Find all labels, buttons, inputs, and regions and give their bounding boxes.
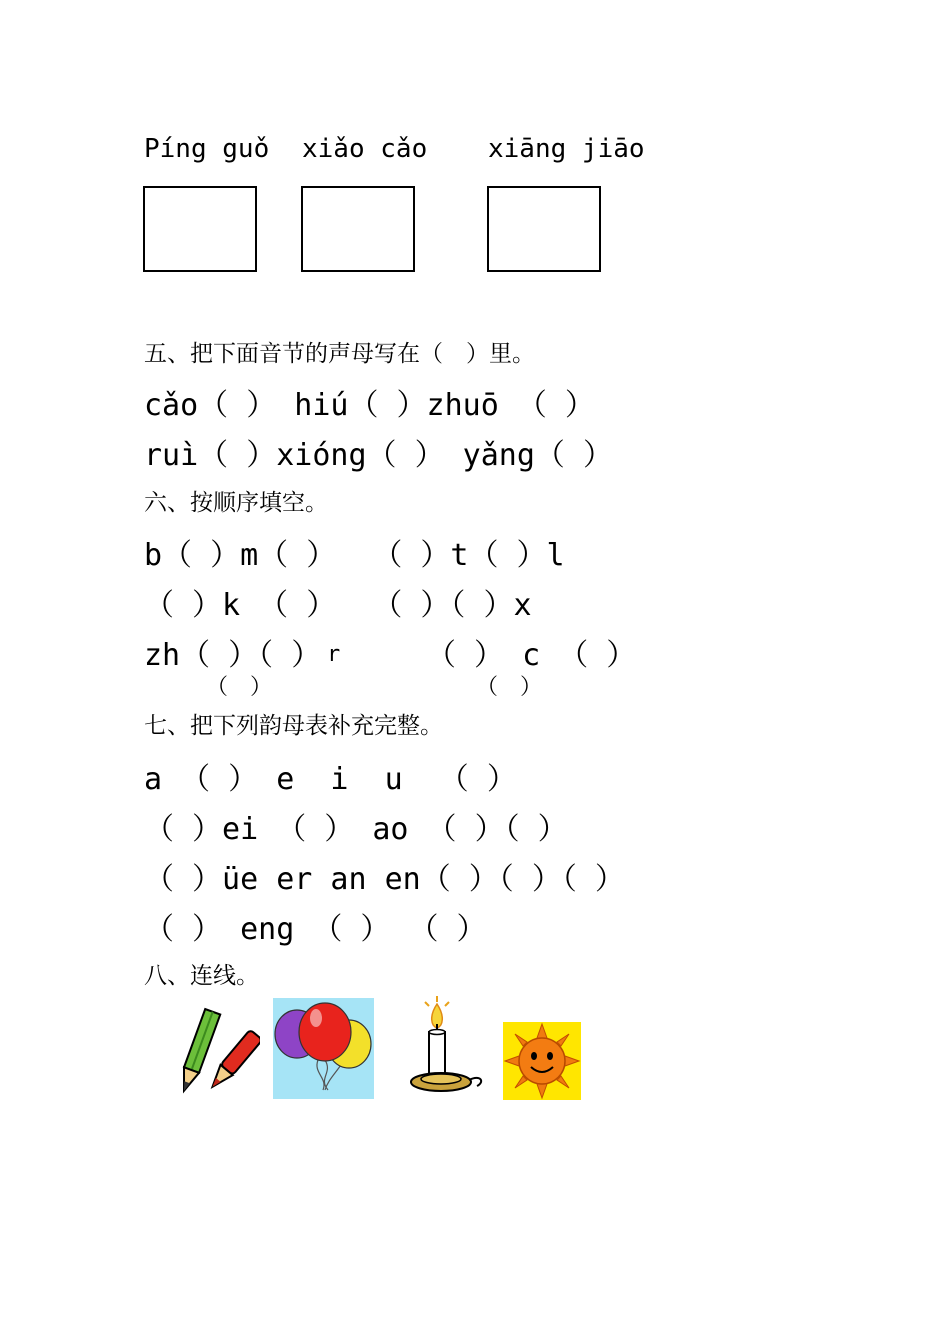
answer-box-2[interactable] xyxy=(301,186,415,272)
sun-icon xyxy=(503,1022,581,1100)
section6-line-4a: （ ） xyxy=(206,675,273,700)
pinyin-word-2: xiǎo cǎo xyxy=(302,134,428,164)
pinyin-word-3: xiāng jiāo xyxy=(488,134,645,164)
answer-box-1[interactable] xyxy=(143,186,257,272)
section6-line-3-r: r xyxy=(327,642,341,667)
section7-line-3: （ ）üe er an en（ ）（ ）（ ） xyxy=(144,862,625,897)
section6-line-4b: （ ） xyxy=(476,675,543,700)
section8-heading: 八、连线。 xyxy=(144,963,259,989)
answer-box-3[interactable] xyxy=(487,186,601,272)
pencils-icon xyxy=(175,1005,260,1100)
section7-line-4: （ ） eng （ ） （ ） xyxy=(144,912,487,947)
candle-icon xyxy=(405,994,490,1099)
section5-line-2: ruì（ ）xióng（ ） yǎng（ ） xyxy=(144,438,613,473)
section6-line-3b: （ ） c （ ） xyxy=(426,638,637,673)
section6-line-1: b（ ）m（ ） （ ）t（ ）l xyxy=(144,538,565,573)
section6-line-2: （ ）k （ ） （ ）（ ）x xyxy=(144,588,532,623)
section6-line-3a: zh（ ）（ ） xyxy=(144,638,322,673)
section7-line-1: a （ ） e i u （ ） xyxy=(144,762,517,797)
balloons-icon xyxy=(273,998,374,1099)
section5-line-1: cǎo（ ） hiú（ ）zhuō （ ） xyxy=(144,388,595,423)
section7-line-2: （ ）ei （ ） ao （ ）（ ） xyxy=(144,812,568,847)
section5-heading: 五、把下面音节的声母写在（ ）里。 xyxy=(144,341,535,367)
section7-heading: 七、把下列韵母表补充完整。 xyxy=(144,713,443,739)
section6-heading: 六、按顺序填空。 xyxy=(144,490,328,516)
pinyin-word-1: Píng guǒ xyxy=(144,134,270,164)
